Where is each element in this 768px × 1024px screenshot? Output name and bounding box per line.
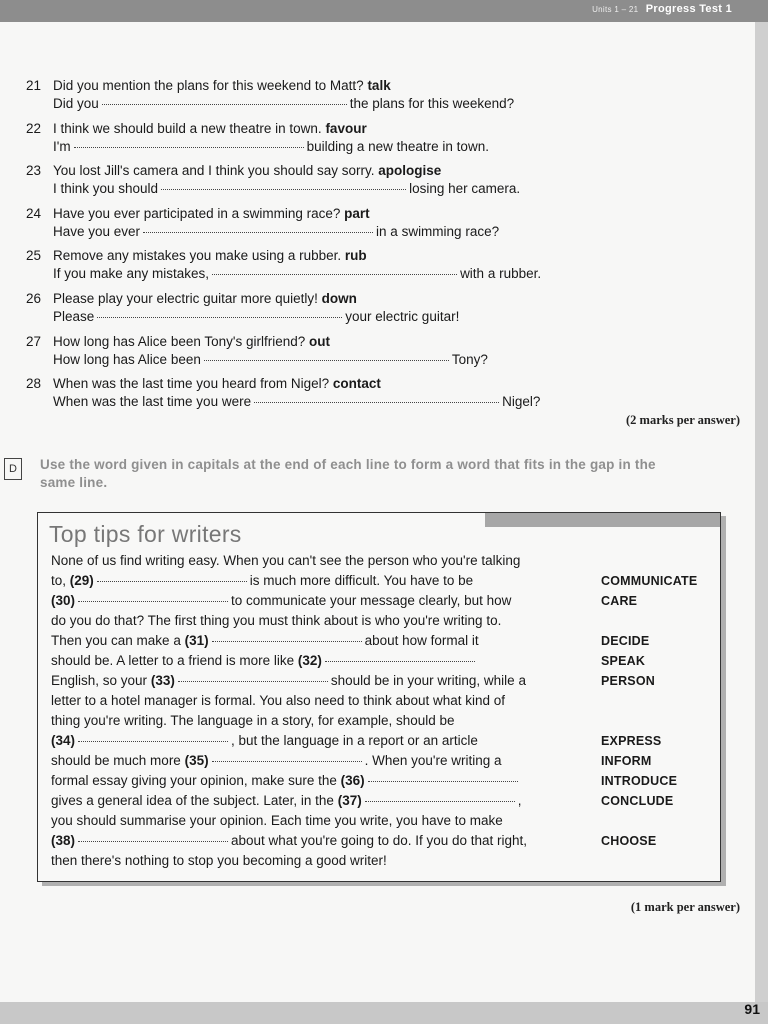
answer-start: How long has Alice been	[53, 352, 201, 367]
question-keyword: rub	[344, 248, 367, 263]
question-answer-line	[26, 265, 541, 283]
answer-end: Nigel?	[502, 394, 541, 409]
tips-text-segment: about what you're going to do. If you do that right,	[231, 833, 528, 848]
answer-gap	[97, 317, 342, 318]
section-d-instruction: Use the word given in capitals at the end of each line to form a word that fits in the gap in the same line.	[40, 457, 656, 490]
capital-word: INFORM	[601, 754, 652, 768]
gap-line	[365, 801, 515, 802]
question-prompt-line	[26, 205, 499, 223]
answer-end: building a new theatre in town.	[306, 139, 489, 154]
tips-line	[51, 593, 511, 608]
tips-text-segment: gives a general idea of the subject. Later, in the	[51, 793, 334, 808]
gap-line	[78, 741, 228, 742]
question-answer-line	[26, 95, 514, 113]
answer-gap	[254, 402, 499, 403]
tips-text-segment: to communicate your message clearly, but how	[231, 593, 512, 608]
gap-number: (37)	[337, 793, 362, 808]
capital-word: INTRODUCE	[601, 774, 678, 788]
marks-note-2: (1 mark per answer)	[630, 900, 740, 914]
tips-box	[37, 512, 721, 882]
header-units: Units 1 – 21	[592, 5, 639, 14]
question-item	[26, 333, 488, 369]
section-d-label: D	[4, 458, 22, 480]
tips-text-segment: do you do that? The first thing you must think about is who you're writing to.	[51, 613, 502, 628]
question-item	[26, 290, 459, 326]
tips-line	[51, 553, 520, 568]
answer-gap	[204, 360, 449, 361]
question-prompt: You lost Jill's camera and I think you should say sorry.	[53, 163, 375, 178]
tips-line	[51, 713, 455, 728]
question-prompt: When was the last time you heard from Nigel?	[53, 376, 330, 391]
gap-line	[78, 601, 228, 602]
question-prompt-line	[26, 290, 459, 308]
answer-start: I think you should	[53, 181, 159, 196]
question-item	[26, 77, 514, 113]
question-keyword: out	[309, 334, 330, 349]
answer-gap	[212, 274, 457, 275]
question-prompt: How long has Alice been Tony's girlfriend?	[53, 334, 306, 349]
question-item	[26, 375, 540, 411]
tips-line	[51, 733, 478, 748]
capital-word: DECIDE	[601, 634, 650, 648]
question-keyword: apologise	[378, 163, 442, 178]
question-answer-line	[26, 351, 488, 369]
question-number: 25	[26, 248, 42, 263]
answer-gap	[74, 147, 304, 148]
tips-line	[51, 633, 479, 648]
tips-box-strip	[485, 513, 720, 527]
question-number: 22	[26, 121, 42, 136]
tips-line	[51, 813, 503, 828]
question-number: 23	[26, 163, 42, 178]
gap-number: (30)	[51, 593, 76, 608]
question-answer-line	[26, 138, 489, 156]
tips-line	[51, 573, 473, 588]
answer-start: Please	[53, 309, 95, 324]
question-keyword: talk	[367, 78, 391, 93]
tips-text-segment: to,	[51, 573, 67, 588]
tips-line	[51, 693, 505, 708]
gap-number: (36)	[340, 773, 365, 788]
page-number: 91	[744, 1001, 760, 1017]
answer-start: If you make any mistakes,	[53, 266, 210, 281]
question-prompt: Did you mention the plans for this weekend to Matt?	[53, 78, 364, 93]
answer-end: the plans for this weekend?	[349, 96, 515, 111]
gap-line	[178, 681, 328, 682]
question-item	[26, 247, 541, 283]
question-prompt-line	[26, 247, 541, 265]
tips-title: Top tips for writers	[49, 521, 242, 547]
question-prompt: Remove any mistakes you make using a rubber.	[53, 248, 342, 263]
question-item	[26, 162, 520, 198]
tips-line	[51, 653, 478, 668]
question-prompt-line	[26, 375, 540, 393]
answer-gap	[102, 104, 347, 105]
running-header	[592, 3, 732, 15]
tips-text-segment: letter to a hotel manager is formal. You also need to think about what kind of	[51, 693, 506, 708]
question-keyword: contact	[332, 376, 381, 391]
tips-text-segment: . When you're writing a	[364, 753, 502, 768]
gap-number: (34)	[51, 733, 76, 748]
capital-word: EXPRESS	[601, 734, 662, 748]
answer-start: Have you ever	[53, 224, 141, 239]
answer-start: I'm	[53, 139, 71, 154]
answer-gap	[161, 189, 406, 190]
question-number: 24	[26, 206, 42, 221]
capital-word: SPEAK	[601, 654, 646, 668]
question-number: 26	[26, 291, 42, 306]
gap-line	[97, 581, 247, 582]
tips-line	[51, 833, 527, 848]
answer-end: in a swimming race?	[376, 224, 500, 239]
question-item	[26, 120, 489, 156]
tips-line	[51, 753, 502, 768]
question-number: 27	[26, 334, 42, 349]
tips-text-segment: you should summarise your opinion. Each time you write, you have to make	[51, 813, 503, 828]
gap-line	[212, 641, 362, 642]
answer-end: losing her camera.	[409, 181, 521, 196]
answer-start: When was the last time you were	[53, 394, 252, 409]
question-prompt-line	[26, 162, 520, 180]
question-prompt-line	[26, 333, 488, 351]
tips-line	[51, 773, 521, 788]
tips-text-segment: ,	[517, 793, 522, 808]
gap-line	[78, 841, 228, 842]
marks-note-1: (2 marks per answer)	[626, 413, 740, 427]
answer-gap	[143, 232, 373, 233]
tips-text-segment: Then you can make a	[51, 633, 181, 648]
tips-text-segment: should be in your writing, while a	[330, 673, 526, 688]
question-keyword: favour	[325, 121, 367, 136]
gap-line	[212, 761, 362, 762]
tips-text-segment: about how formal it	[364, 633, 479, 648]
answer-end: Tony?	[451, 352, 488, 367]
tips-line	[51, 853, 387, 868]
capital-word: PERSON	[601, 674, 655, 688]
tips-line	[51, 613, 501, 628]
gap-number: (38)	[51, 833, 76, 848]
gap-line	[325, 661, 475, 662]
answer-end: with a rubber.	[460, 266, 542, 281]
tips-text-segment: should be. A letter to a friend is more like	[51, 653, 295, 668]
question-item	[26, 205, 499, 241]
question-keyword: down	[321, 291, 357, 306]
question-number: 28	[26, 376, 42, 391]
answer-start: Did you	[53, 96, 99, 111]
tips-text-segment: formal essay giving your opinion, make sure the	[51, 773, 337, 788]
tips-line	[51, 673, 526, 688]
question-answer-line	[26, 223, 499, 241]
bottom-band	[0, 1002, 768, 1024]
tips-text-segment: thing you're writing. The language in a story, for example, should be	[51, 713, 455, 728]
capital-word: CARE	[601, 594, 638, 608]
question-number: 21	[26, 78, 42, 93]
question-prompt: Please play your electric guitar more quietly!	[53, 291, 318, 306]
question-answer-line	[26, 393, 540, 411]
question-prompt: Have you ever participated in a swimming race?	[53, 206, 341, 221]
gap-line	[368, 781, 518, 782]
tips-text-segment: is much more difficult. You have to be	[249, 573, 474, 588]
question-prompt-line	[26, 120, 489, 138]
top-band	[0, 0, 768, 22]
question-answer-line	[26, 308, 459, 326]
gap-number: (31)	[184, 633, 209, 648]
tips-text-segment: should be much more	[51, 753, 181, 768]
tips-line	[51, 793, 522, 808]
tips-text-segment: English, so your	[51, 673, 148, 688]
tips-text-segment: , but the language in a report or an article	[231, 733, 478, 748]
gap-number: (29)	[69, 573, 94, 588]
gap-number: (35)	[184, 753, 209, 768]
question-prompt-line	[26, 77, 514, 95]
question-keyword: part	[344, 206, 370, 221]
gap-number: (33)	[150, 673, 175, 688]
capital-word: COMMUNICATE	[601, 574, 698, 588]
capital-word: CONCLUDE	[601, 794, 674, 808]
question-prompt: I think we should build a new theatre in town.	[53, 121, 322, 136]
question-answer-line	[26, 180, 520, 198]
tips-text-segment: then there's nothing to stop you becoming a good writer!	[51, 853, 387, 868]
answer-end: your electric guitar!	[345, 309, 460, 324]
tips-text-segment: None of us find writing easy. When you can't see the person who you're talking	[51, 553, 521, 568]
header-title: Progress Test 1	[645, 3, 732, 15]
capital-word: CHOOSE	[601, 834, 657, 848]
gap-number: (32)	[297, 653, 322, 668]
